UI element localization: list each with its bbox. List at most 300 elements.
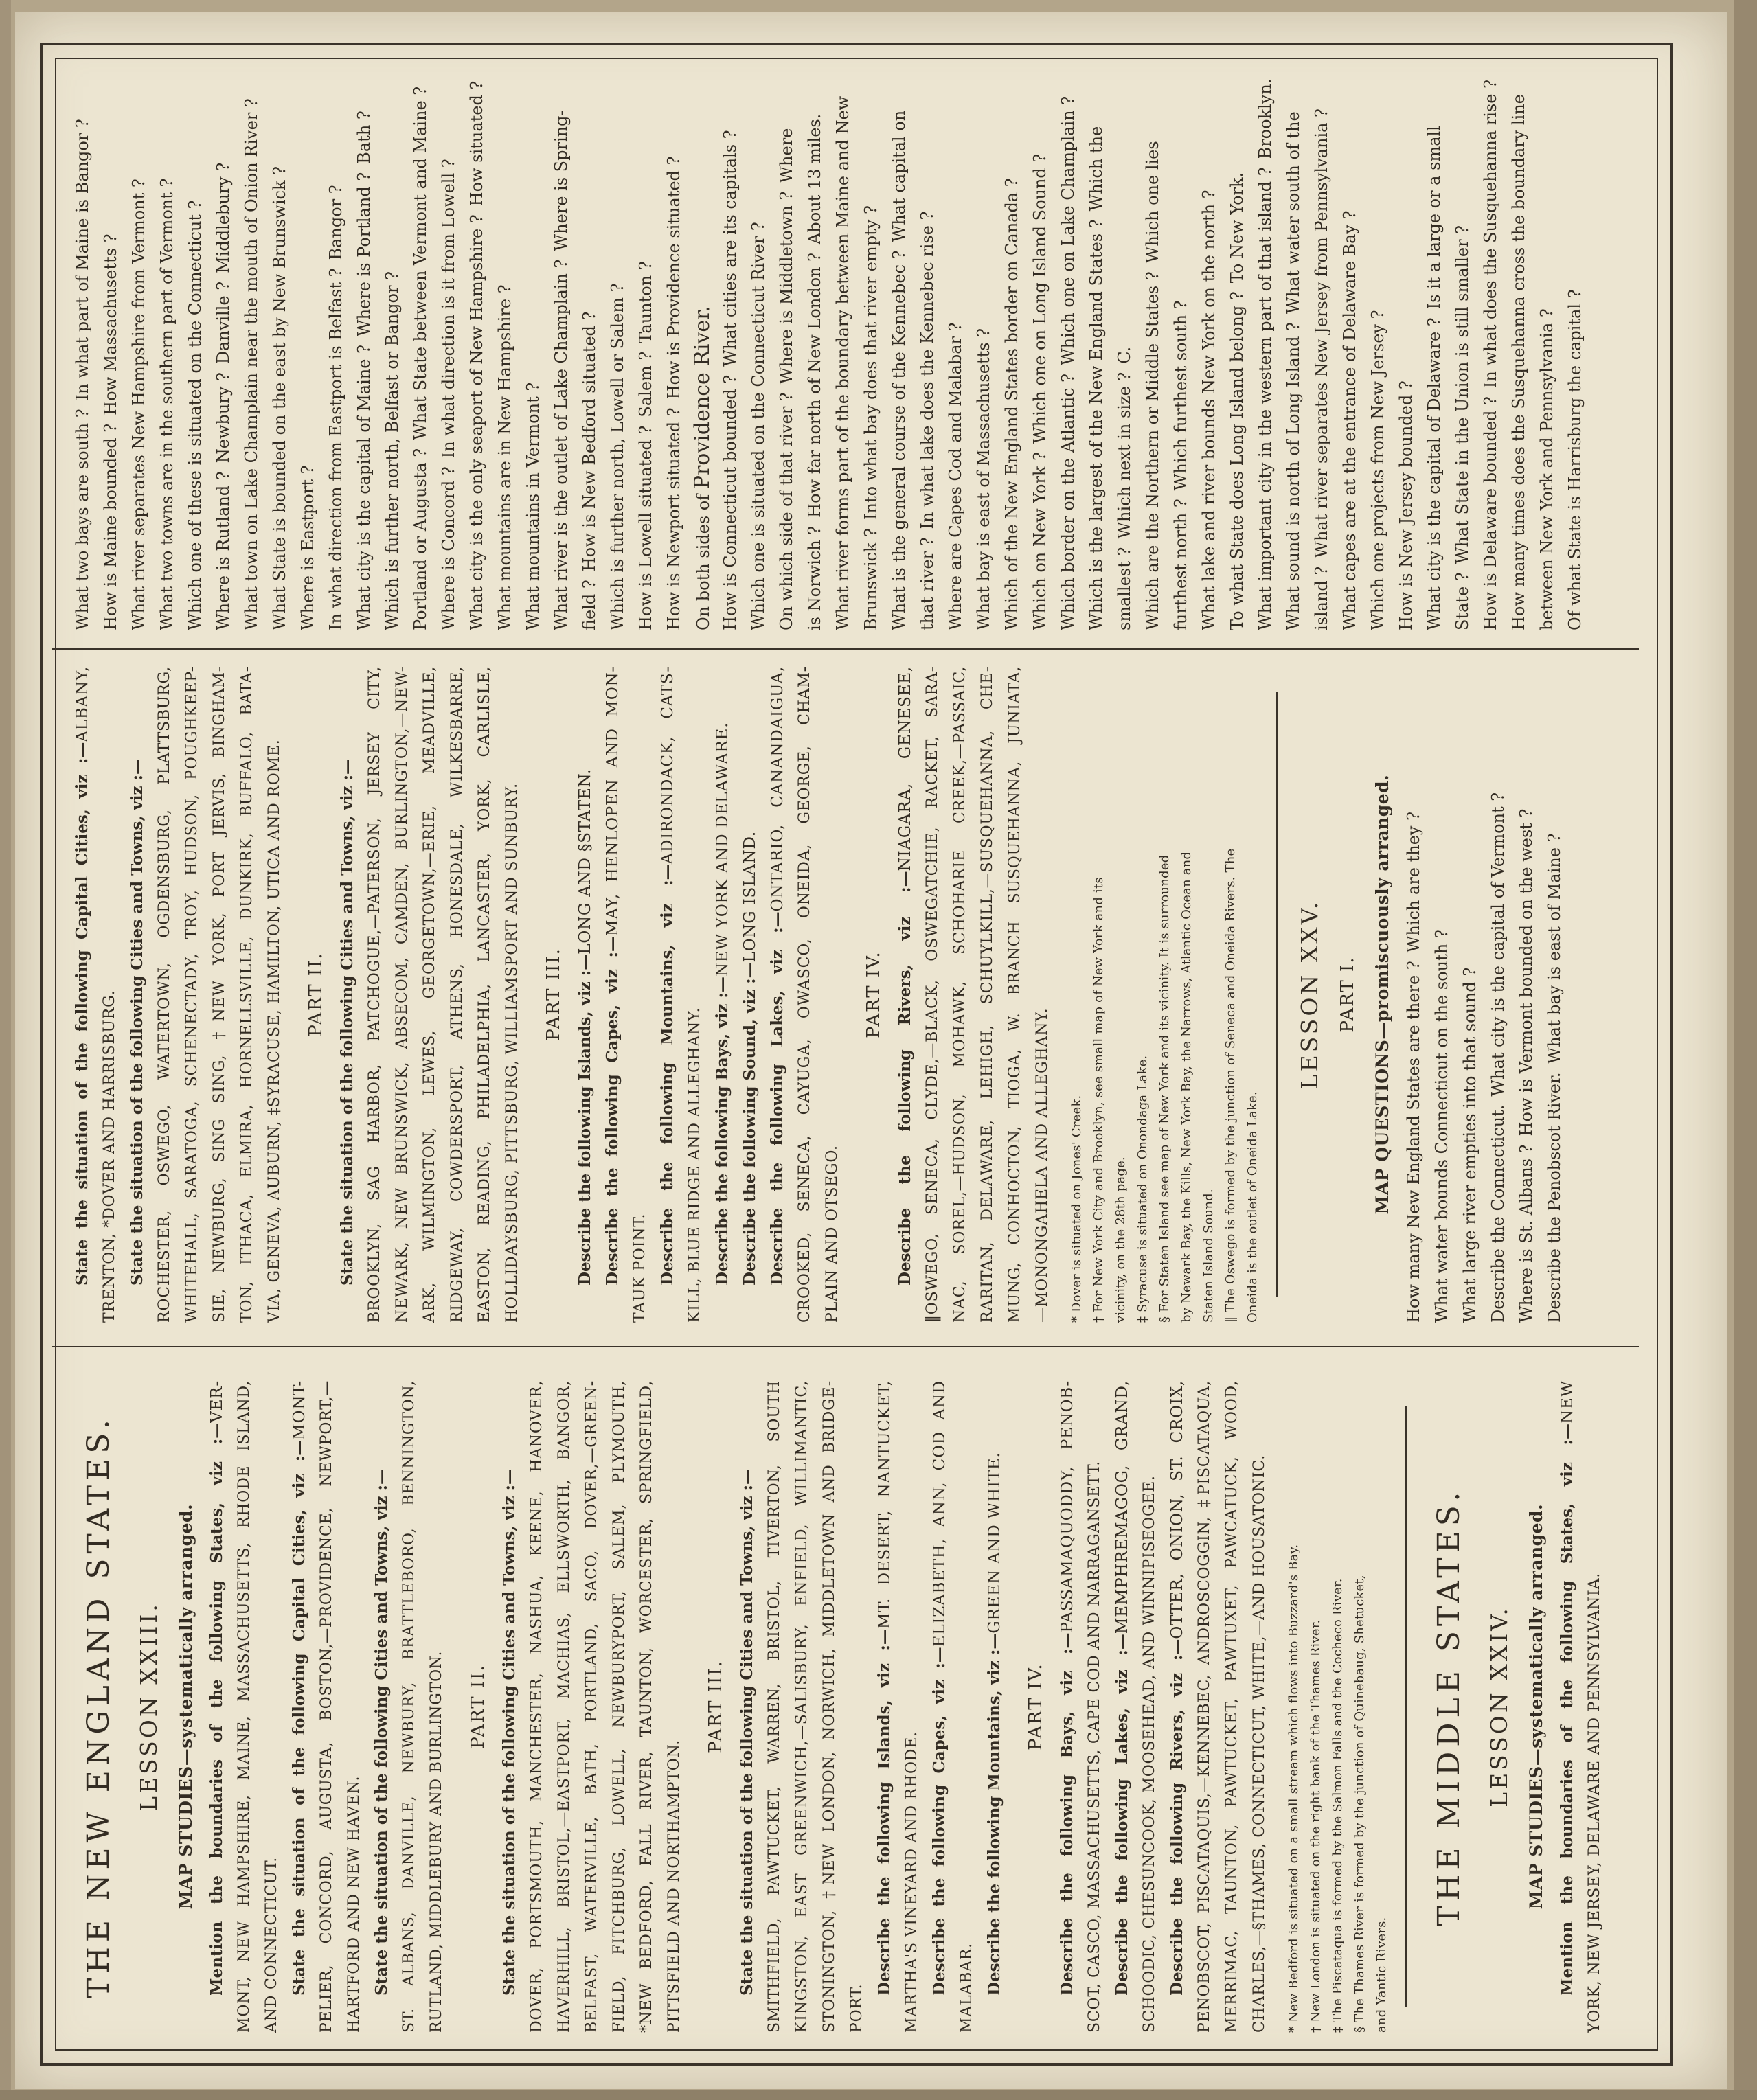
- text-line: [368, 1380, 396, 2033]
- text-line: [688, 69, 716, 630]
- text-line: [423, 1380, 451, 2033]
- text-segment: —MONONGAHELA AND ALLEGHANY.: [1034, 1007, 1051, 1323]
- text-line: [578, 1380, 606, 2033]
- text-line: [571, 666, 599, 1323]
- text-line: [1139, 69, 1167, 630]
- text-line: [970, 69, 998, 630]
- text-segment: ADIRONDACK, CATS-: [659, 666, 677, 865]
- text-segment: What town on Lake Champlain near the mouth of Onion River ?: [242, 98, 261, 630]
- text-segment: How is Lowell situated ? Salem ? Taunton ?: [636, 261, 655, 630]
- text-segment: What river is the outlet of Lake Champlain ? Where is Spring-: [552, 110, 571, 630]
- text-segment: PART II.: [468, 1664, 488, 1749]
- text-segment: How many times does the Susquehanna cross the boundary line: [1509, 94, 1528, 630]
- text-segment: Mention the boundaries of the following States, viz :—: [207, 1422, 226, 1996]
- text-segment: NEW YORK AND DELAWARE.: [714, 722, 732, 977]
- text-segment: What city is the capital of Delaware ? Is it a large or a small: [1425, 126, 1444, 630]
- text-line: [1167, 69, 1195, 630]
- text-segment: PART I.: [1337, 956, 1358, 1033]
- text-line: [946, 666, 974, 1323]
- text-line: [181, 69, 209, 630]
- text-segment: smallest ? Which next in size ? C.: [1115, 346, 1134, 630]
- text-segment: NEWARK, NEW BRUNSWICK, ABSECOM, CAMDEN, BURLINGTON,—NEW-: [394, 666, 411, 1323]
- text-line: [536, 666, 571, 1323]
- text-segment: MONT-: [291, 1380, 308, 1440]
- text-line: [606, 1380, 633, 2033]
- text-segment: § The Thames River is formed by the junction of Quinebaug, Shetucket,: [1352, 1575, 1367, 2033]
- text-segment: § For Staten Island see map of New York and its vicinity. It is surrounded: [1157, 854, 1172, 1323]
- text-segment: ROCHESTER, OSWEGO, WATERTOWN, OGDENSBURG, PLATTSBURG,: [156, 666, 173, 1323]
- text-segment: Which are the Northern or Middle States ? Which one lies: [1143, 141, 1162, 630]
- text-line: [153, 69, 181, 630]
- text-segment: ‖ The Oswego is formed by the junction of Seneca and Oneida Rivers. The: [1223, 848, 1238, 1323]
- text-line: [1305, 1380, 1327, 2033]
- text-segment: Staten Island Sound.: [1201, 1189, 1216, 1323]
- text-segment: Describe the following Capes, viz :—: [603, 936, 622, 1286]
- text-segment: PLAIN AND OTSEGO.: [824, 1145, 841, 1323]
- text-segment: Describe the Penobscot River. What bay is east of Maine ?: [1545, 833, 1564, 1323]
- text-segment: Where is Eastport ?: [298, 465, 317, 630]
- text-line: [1428, 666, 1456, 1323]
- text-line: [1480, 1380, 1519, 2033]
- column-separator-rule: [52, 648, 1639, 650]
- text-line: [660, 69, 688, 630]
- text-segment: RARITAN, DELAWARE, LEHIGH, SCHUYLKILL,—SUSQUEHANNA, CHE-: [979, 666, 996, 1323]
- text-line: [361, 666, 389, 1323]
- text-segment: CHARLES,—§THAMES, CONNECTICUT, WHITE,—AND HOUSATONIC.: [1251, 1454, 1268, 2033]
- text-segment: BELFAST, WATERVILLE, BATH, PORTLAND, SACO, DOVER,—GREEN-: [583, 1380, 600, 2033]
- text-line: [1246, 1380, 1273, 2033]
- text-segment: What sound is north of Long Island ? What water south of the: [1284, 111, 1303, 630]
- text-segment: ALBANY,: [73, 666, 91, 742]
- text-line: [1581, 1380, 1609, 2033]
- text-line: [97, 69, 125, 630]
- text-segment: FIELD, FITCHBURG, LOWELL, NEWBURYPORT, SALEM, PLYMOUTH,: [611, 1380, 628, 2033]
- text-segment: vicinity, on the 28th page.: [1113, 1156, 1128, 1323]
- text-segment: Which one is situated on the Connecticut River ?: [749, 222, 768, 630]
- text-segment: NEW: [1558, 1380, 1576, 1424]
- text-line: [1136, 1380, 1164, 2033]
- text-line: [1242, 666, 1264, 1323]
- text-segment: MAP STUDIES—systematically arranged.: [176, 1503, 196, 1910]
- text-segment: Which one of these is situated on the Connecticut ?: [185, 200, 205, 630]
- text-line: [953, 1380, 981, 2033]
- text-line: [169, 1380, 203, 2033]
- text-segment: WHITEHALL, SARATOGA, SCHENECTADY, TROY, HUDSON, POUGHKEEP-: [183, 666, 201, 1323]
- text-segment: Describe the following Capes, viz :—: [930, 1647, 949, 1996]
- text-line: [1364, 69, 1392, 630]
- text-segment: PITTSFIELD AND NORTHAMPTON.: [666, 1739, 683, 2033]
- text-line: [898, 1380, 926, 2033]
- text-line: [942, 69, 970, 630]
- text-segment: What is the general course of the Kennebec ? What capital on: [889, 110, 909, 630]
- text-line: [801, 69, 829, 630]
- text-segment: LONG ISLAND.: [741, 831, 759, 963]
- text-segment: PART III.: [705, 1660, 726, 1753]
- text-segment: GREEN AND WHITE.: [986, 1452, 1004, 1634]
- text-line: [1110, 666, 1132, 1323]
- text-segment: PASSAMAQUODDY, PENOB-: [1058, 1380, 1076, 1633]
- text-segment: Describe the following Islands, viz :—: [576, 954, 594, 1286]
- text-line: [1533, 69, 1561, 630]
- text-line: [151, 666, 179, 1323]
- text-segment: *NEW BEDFORD, FALL RIVER, TAUNTON, WORCESTER, SPRINGFIELD,: [638, 1380, 655, 2033]
- text-segment: Describe the following Rivers, viz :—: [896, 871, 914, 1286]
- text-segment: † For New York City and Brooklyn, see small map of New York and its: [1091, 877, 1106, 1323]
- text-segment: Where is St. Albans ? How is Vermont bounded on the west ?: [1517, 808, 1536, 1323]
- text-line: [234, 666, 261, 1323]
- text-segment: MUNG, CONHOCTON, TIOGA, W. BRANCH SUSQUEHANNA, JUNIATA,: [1006, 666, 1023, 1323]
- text-segment: Which is the largest of the New England States ? Which the: [1087, 126, 1106, 630]
- text-line: [523, 1380, 551, 2033]
- text-segment: On both sides of: [694, 489, 713, 630]
- text-line: [396, 1380, 423, 2033]
- text-segment: MAP QUESTIONS—promiscuously arranged.: [1372, 774, 1392, 1215]
- text-line: [298, 666, 334, 1323]
- text-line: [698, 1380, 734, 2033]
- text-line: [716, 69, 745, 630]
- text-segment: MONT, NEW HAMPSHIRE, MAINE, MASSACHUSETTS, RHODE ISLAND,: [236, 1380, 253, 2033]
- text-segment: What important city in the western part of that island ? Brooklyn.: [1256, 78, 1275, 630]
- text-line: [286, 1380, 313, 2033]
- text-segment: Describe the following Mountains, viz :—: [985, 1633, 1004, 1996]
- text-segment: Oneida is the outlet of Oneida Lake.: [1245, 1091, 1260, 1323]
- text-segment: What two bays are south ? In what part of Maine is Bangor ?: [73, 119, 92, 630]
- text-line: [981, 1380, 1008, 2033]
- text-line: [238, 69, 266, 630]
- text-line: [914, 69, 942, 630]
- text-line: [1066, 666, 1088, 1323]
- text-line: [576, 69, 604, 630]
- text-segment: LESSON XXIV.: [1486, 1606, 1512, 1807]
- text-segment: PORT.: [848, 1983, 865, 2033]
- text-segment: TRENTON, *DOVER AND HARRISBURG.: [101, 990, 118, 1323]
- text-line: [1283, 1380, 1305, 2033]
- text-line: [435, 69, 463, 630]
- text-segment: Where is Concord ? In what direction is it from Lowell ?: [439, 159, 458, 630]
- text-segment: What lake and river bounds New York on the north ?: [1199, 190, 1218, 630]
- text-line: [1484, 666, 1512, 1323]
- text-line: [1519, 1380, 1554, 2033]
- text-segment: Where are Capes Cod and Malabar ?: [946, 322, 965, 630]
- text-line: [258, 1380, 286, 2033]
- text-segment: * New Bedford is situated on a small stream which flows into Buzzard's Bay.: [1286, 1544, 1301, 2033]
- text-segment: ‖OSWEGO, SENECA, CLYDE,—BLACK, OSWEGATCHIE, RACKET, SARA-: [924, 666, 941, 1323]
- text-line: [871, 1380, 898, 2033]
- text-segment: How is Newport situated ? How is Providence situated ?: [664, 156, 683, 630]
- text-segment: On which side of that river ? Where is Middletown ? Where: [777, 128, 796, 630]
- text-line: [1191, 1380, 1218, 2033]
- text-line: [231, 1380, 258, 2033]
- text-segment: KINGSTON, EAST GREENWICH,—SALISBURY, ENFIELD, WILLIMANTIC,: [793, 1380, 811, 2033]
- text-line: [709, 666, 736, 1323]
- text-segment: † New London is situated on the right bank of the Thames River.: [1308, 1619, 1323, 2033]
- text-segment: What bay is east of Massachusetts ?: [974, 328, 993, 630]
- text-segment: LONG AND §STATEN.: [576, 768, 594, 955]
- text-segment: How is Maine bounded ? How Massachusetts ?: [101, 233, 120, 630]
- text-line: [604, 69, 632, 630]
- left-page-column: [69, 1380, 1621, 2033]
- text-segment: ONTARIO, CANANDAIGUA,: [769, 666, 786, 912]
- text-segment: How is Connecticut bounded ? What cities are its capitals ?: [721, 130, 740, 630]
- text-segment: What capes are at the entrance of Delaware Bay ?: [1340, 210, 1359, 630]
- text-line: [69, 666, 96, 1323]
- text-line: [499, 666, 526, 1323]
- text-line: [1456, 666, 1484, 1323]
- text-line: [460, 1380, 496, 2033]
- text-segment: DOVER, PORTSMOUTH, MANCHESTER, NASHUA, KEENE, HANOVER,: [528, 1380, 545, 2033]
- text-line: [1029, 666, 1056, 1323]
- text-segment: State the situation of the following Capital Cities, viz :—: [290, 1439, 308, 1996]
- text-line: [892, 666, 919, 1323]
- text-segment: MARTHA'S VINEYARD AND RHODE.: [903, 1731, 920, 2033]
- text-line: [378, 69, 407, 630]
- text-line: [819, 666, 846, 1323]
- text-segment: TAUK POINT.: [631, 1213, 648, 1323]
- text-segment: What mountains in Vermont ?: [523, 382, 543, 630]
- rotated-page-content: [69, 69, 1621, 2033]
- text-line: [773, 69, 801, 630]
- text-line: [1554, 1380, 1581, 2033]
- text-line: [1541, 666, 1569, 1323]
- text-segment: ‡ Syracuse is situated on Onondaga Lake.: [1135, 1055, 1150, 1323]
- text-segment: BROOKLYN, SAG HARBOR, PATCHOGUE,—PATERSON, JERSEY CITY,: [366, 666, 383, 1323]
- text-segment: Which of the New England States border on Canada ?: [1002, 178, 1021, 630]
- text-line: [1132, 666, 1154, 1323]
- text-line: [1220, 666, 1242, 1323]
- text-line: [1111, 69, 1139, 630]
- text-segment: Which on New York ? Which one on Long Island Sound ?: [1030, 153, 1050, 630]
- text-line: [1218, 1380, 1246, 2033]
- text-segment: What large river empties into that sound ?: [1460, 967, 1480, 1323]
- photo-edge-left: [0, 0, 11, 2100]
- photo-edge-bottom: [0, 2090, 1757, 2100]
- text-line: [1365, 666, 1400, 1323]
- page-gutter-rule: [52, 1346, 1639, 1347]
- text-segment: SIE, NEWBURG, SING SING, †NEW YORK, PORT JERVIS, BINGHAM-: [211, 666, 228, 1323]
- text-line: [1349, 1380, 1371, 2033]
- text-line: [926, 1380, 953, 2033]
- text-line: [885, 69, 914, 630]
- text-line: [124, 666, 151, 1323]
- text-line: [1198, 666, 1220, 1323]
- text-segment: SCHOODIC, CHESUNCOOK, MOOSEHEAD, AND WINNIPISEOGEE.: [1141, 1475, 1158, 2033]
- text-line: [1290, 666, 1330, 1323]
- text-line: [1081, 1380, 1109, 2033]
- text-line: [829, 69, 857, 630]
- text-segment: STONINGTON, †NEW LONDON, NORWICH, MIDDLETOWN AND BRIDGE-: [821, 1380, 838, 2033]
- text-line: [632, 69, 660, 630]
- text-line: [350, 69, 378, 630]
- text-segment: * Dover is situated on Jones' Creek.: [1069, 1095, 1084, 1323]
- text-segment: RUTLAND, MIDDLEBURY AND BURLINGTON.: [428, 1650, 445, 2033]
- text-segment: and Yantic Rivers.: [1374, 1917, 1389, 2033]
- text-line: [654, 666, 681, 1323]
- text-line: [416, 666, 444, 1323]
- text-line: [1018, 1380, 1054, 2033]
- text-segment: that river ? In what lake does the Kennebec rise ?: [918, 211, 937, 630]
- text-line: [96, 666, 124, 1323]
- text-segment: State the situation of the following Cities and Towns, viz :—: [500, 1468, 519, 1996]
- text-line: [791, 666, 819, 1323]
- text-line: [974, 666, 1001, 1323]
- text-segment: TON, ITHACA, ELMIRA, HORNELLSVILLE, DUNKIRK, BUFFALO, BATA-: [238, 666, 256, 1323]
- text-segment: field ? How is New Bedford situated ?: [580, 311, 599, 630]
- text-segment: Describe the following Bays, viz :—: [1058, 1632, 1076, 1996]
- text-segment: State the situation of the following Cities and Towns, viz :—: [338, 758, 356, 1286]
- text-line: [179, 666, 206, 1323]
- text-line: [1176, 666, 1198, 1323]
- text-segment: AND CONNECTICUT.: [263, 1856, 280, 2033]
- text-line: [736, 666, 764, 1323]
- text-line: [1512, 666, 1541, 1323]
- text-segment: Of what State is Harrisburg the capital ?: [1565, 289, 1585, 630]
- text-line: [1154, 666, 1176, 1323]
- text-segment: How is New Jersey bounded ?: [1396, 380, 1416, 630]
- right-page-lists-column: [69, 666, 1621, 1323]
- text-line: [1371, 1380, 1393, 2033]
- text-segment: ARK, WILMINGTON, LEWES, GEORGETOWN,—ERIE, MEADVILLE,: [421, 666, 438, 1323]
- text-segment: Brunswick ? Into what bay does that river empty ?: [861, 205, 881, 630]
- text-line: [313, 1380, 341, 2033]
- text-line: [1251, 69, 1280, 630]
- text-line: [69, 1380, 129, 2033]
- text-line: [1223, 69, 1251, 630]
- text-segment: What two towns are in the southern part of Vermont ?: [157, 178, 177, 630]
- text-line: [856, 666, 892, 1323]
- text-segment: KILL, BLUE RIDGE AND ALLEGHANY.: [686, 1007, 703, 1323]
- text-line: [1477, 69, 1505, 630]
- text-segment: ELIZABETH, ANN, COD AND: [931, 1380, 949, 1647]
- text-segment: RIDGEWAY, COWDERSPORT, ATHENS, HONESDALE, WILKESBARRE,: [449, 666, 466, 1323]
- right-page-questions-column: [69, 69, 1621, 630]
- text-segment: To what State does Long Island belong ? To New York.: [1227, 172, 1247, 630]
- text-segment: HARTFORD AND NEW HAVEN.: [345, 1775, 363, 2033]
- text-line: [1109, 1380, 1136, 2033]
- text-line: [599, 666, 626, 1323]
- text-segment: Describe the following Bays, viz :—: [713, 977, 732, 1286]
- text-segment: What river forms part of the boundary between Maine and New: [833, 95, 852, 630]
- text-line: [1088, 666, 1110, 1323]
- text-line: [857, 69, 885, 630]
- text-segment: MAY, HENLOPEN AND MON-: [604, 665, 622, 937]
- text-line: [407, 69, 435, 630]
- text-segment: Describe the Connecticut. What city is the capital of Vermont ?: [1488, 792, 1508, 1323]
- text-line: [261, 666, 288, 1323]
- text-line: [491, 69, 519, 630]
- text-segment: PELIER, CONCORD, AUGUSTA, BOSTON,—PROVIDENCE, NEWPORT,—: [318, 1380, 335, 2033]
- text-line: [1505, 69, 1533, 630]
- text-segment: SCOT, CASCO, MASSACHUSETTS, CAPE COD AND NARRAGANSETT.: [1086, 1460, 1103, 2033]
- text-segment: PART IV.: [863, 950, 884, 1038]
- text-segment: CROOKED, SENECA, CAYUGA, OWASCO, ONEIDA, GEORGE, CHAM-: [796, 666, 813, 1323]
- text-segment: Describe the following Rivers, viz :—: [1168, 1639, 1186, 1996]
- text-line: [129, 1380, 169, 2033]
- text-segment: between New York and Pennsylvania ?: [1537, 308, 1556, 630]
- text-segment: VER-: [208, 1380, 226, 1423]
- text-segment: MERRIMAC, TAUNTON, PAWTUCKET, PAWTUXET, PAWCATUCK, WOOD,: [1223, 1380, 1240, 2033]
- text-segment: How many New England States are there ? Which are they ?: [1404, 812, 1423, 1323]
- text-line: [463, 69, 491, 630]
- text-line: [1054, 1380, 1081, 2033]
- text-line: [206, 666, 234, 1323]
- text-segment: SMITHFIELD, PAWTUCKET, WARREN, BRISTOL, TIVERTON, SOUTH: [766, 1380, 783, 2033]
- text-line: [1195, 69, 1223, 630]
- text-segment: Portland or Augusta ? What State between Vermont and Maine ?: [411, 86, 430, 630]
- text-line: [1400, 666, 1428, 1323]
- text-segment: NIAGARA, GENESEE,: [896, 666, 914, 871]
- text-segment: Describe the following Islands, viz :—: [875, 1629, 894, 1996]
- text-line: [1308, 69, 1336, 630]
- text-segment: Describe the following Lakes, viz :—: [1113, 1634, 1131, 1996]
- text-segment: by Newark Bay, the Kills, New York Bay, the Narrows, Atlantic Ocean and: [1179, 851, 1194, 1323]
- text-line: [764, 666, 791, 1323]
- text-segment: What city is the capital of Maine ? Where is Portland ? Bath ?: [354, 111, 374, 630]
- text-segment: Which one projects from New Jersey ?: [1368, 310, 1387, 630]
- text-segment: LESSON XXV.: [1296, 899, 1323, 1090]
- text-segment: What mountains are in New Hampshire ?: [495, 284, 514, 630]
- text-segment: Which is further north, Belfast or Bangor ?: [383, 271, 402, 630]
- text-line: [734, 1380, 761, 2033]
- text-segment: OTTER, ONION, ST. CROIX,: [1168, 1380, 1186, 1639]
- text-line: [1392, 69, 1420, 630]
- section-rule: [1264, 666, 1290, 1323]
- text-segment: PART III.: [543, 948, 564, 1041]
- text-line: [551, 1380, 578, 2033]
- text-line: [789, 1380, 816, 2033]
- text-line: [496, 1380, 523, 2033]
- text-line: [919, 666, 946, 1323]
- section-rule: [1393, 1380, 1419, 2033]
- text-line: [1001, 666, 1029, 1323]
- text-segment: ST. ALBANS, DANVILLE, NEWBURY, BRATTLEBORO, BENNINGTON,: [400, 1380, 418, 2033]
- text-line: [1419, 1380, 1480, 2033]
- text-line: [322, 69, 350, 630]
- text-segment: VIA, GENEVA, AUBURN, ‡SYRACUSE, HAMILTON, UTICA AND ROME.: [266, 739, 283, 1323]
- text-segment: EASTON, READING, PHILADELPHIA, LANCASTER, YORK, CARLISLE,: [476, 666, 493, 1323]
- text-segment: island ? What river separates New Jersey from Pennsylvania ?: [1312, 109, 1331, 630]
- text-segment: How is Delaware bounded ? In what does the Susquehanna rise ?: [1481, 80, 1500, 630]
- text-segment: HOLLIDAYSBURG, PITTSBURG, WILLIAMSPORT AND SUNBURY.: [503, 783, 521, 1323]
- text-segment: THE MIDDLE STATES.: [1431, 1487, 1466, 1926]
- text-segment: What city is the only seaport of New Hampshire ? How situated ?: [467, 80, 486, 630]
- text-segment: Mention the boundaries of the following States, viz :—: [1558, 1423, 1576, 1996]
- text-line: [661, 1380, 688, 2033]
- text-segment: Which is further north, Lowell or Salem ?: [608, 283, 627, 630]
- text-line: [125, 69, 153, 630]
- text-line: [69, 69, 97, 630]
- text-line: [266, 69, 294, 630]
- text-line: [1280, 69, 1308, 630]
- text-line: [1327, 1380, 1349, 2033]
- text-line: [1330, 666, 1365, 1323]
- text-segment: is Norwich ? How far north of New London ? About 13 miles.: [805, 113, 824, 630]
- text-line: [1449, 69, 1477, 630]
- text-segment: Where is Rutland ? Newbury ? Danville ? Middlebury ?: [214, 162, 233, 630]
- text-line: [547, 69, 576, 630]
- text-segment: ‡ The Piscataqua is formed by the Salmon Falls and the Cocheco River.: [1330, 1578, 1345, 2033]
- text-segment: HAVERHILL, BRISTOL,—EASTPORT, MACHIAS, ELLSWORTH, BANGOR,: [556, 1380, 573, 2033]
- text-line: [816, 1380, 843, 2033]
- text-segment: What State is bounded on the east by New Brunswick ?: [270, 166, 289, 630]
- text-segment: NAC, SOREL,—HUDSON, MOHAWK, SCHOHARIE CREEK,—PASSAIC,: [951, 666, 968, 1323]
- text-line: [444, 666, 471, 1323]
- text-segment: MEMPHREMAGOG, GRAND,: [1113, 1380, 1131, 1634]
- text-line: [341, 1380, 368, 2033]
- text-segment: State the situation of the following Cities and Towns, viz :—: [738, 1468, 756, 1996]
- text-line: [761, 1380, 789, 2033]
- text-segment: Providence River.: [690, 306, 714, 490]
- text-line: [334, 666, 361, 1323]
